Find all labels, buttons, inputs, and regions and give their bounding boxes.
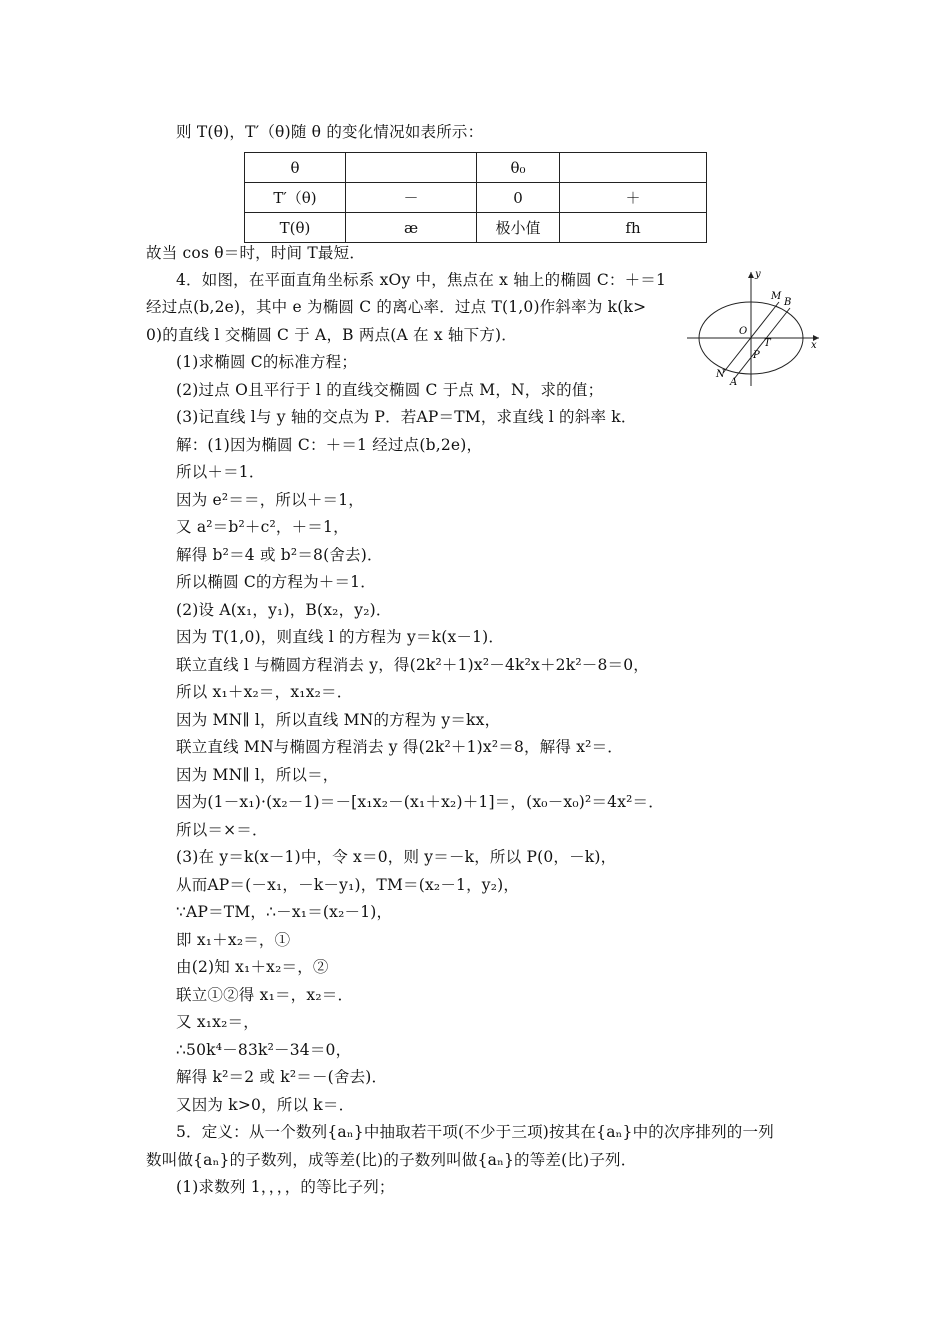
text-line: ∵AP＝TM，∴－x₁＝(x₂－1)， — [176, 903, 393, 921]
figure-label: y — [755, 269, 761, 280]
text-line: 因为 e²＝＝，所以＋＝1， — [176, 491, 364, 509]
text-line: 故当 cos θ＝时，时间 T最短． — [146, 244, 366, 262]
figure-label: P — [753, 350, 760, 361]
table-cell: ＋ — [560, 183, 707, 213]
text-line: 又因为 k>0，所以 k＝． — [176, 1096, 355, 1114]
text-line: 因为(1－x₁)·(x₂－1)＝－[x₁x₂－(x₁＋x₂)＋1]＝，(x₀－x₀)²＝4x²＝． — [176, 793, 664, 811]
table-row — [245, 213, 707, 243]
text-line: 经过点(b,2e)，其中 e 为椭圆 C 的离心率．过点 T(1,0)作斜率为 k(k> — [146, 298, 647, 316]
variation-table — [244, 152, 707, 243]
text-line: 由(2)知 x₁＋x₂＝，② — [176, 958, 329, 976]
text-line: 因为 T(1,0)，则直线 l 的方程为 y＝k(x－1)． — [176, 628, 505, 646]
table-cell: － — [346, 183, 477, 213]
table-cell: T′（θ) — [245, 183, 346, 213]
text-line: (2)过点 O且平行于 l 的直线交椭圆 C 于点 M，N，求的值； — [176, 381, 604, 399]
text-line: 所以＝×＝． — [176, 821, 268, 839]
text-line: 即 x₁＋x₂＝，① — [176, 931, 291, 949]
table-cell: æ — [346, 213, 477, 243]
text-line: 从而AP＝(－x₁，－k－y₁)，TM＝(x₂－1，y₂)， — [176, 876, 520, 894]
ellipse-figure — [683, 268, 823, 388]
intro-line: 则 T(θ)，T′（θ)随 θ 的变化情况如表所示： — [176, 123, 484, 141]
text-line: 因为 MN∥ l，所以＝， — [176, 766, 339, 784]
text-line: (3)在 y＝k(x－1)中，令 x＝0，则 y＝－k，所以 P(0，－k)， — [176, 848, 617, 866]
table-cell: θ₀ — [477, 153, 560, 183]
figure-label: T — [764, 338, 771, 349]
text-line: 所以椭圆 C的方程为＋＝1． — [176, 573, 376, 591]
table-cell: T(θ) — [245, 213, 346, 243]
table-row — [245, 183, 707, 213]
text-line: 解得 k²＝2 或 k²＝－(舍去)． — [176, 1068, 388, 1086]
text-line: 又 a²＝b²＋c²，＋＝1， — [176, 518, 349, 536]
text-line: ∴50k⁴－83k²－34＝0， — [176, 1041, 352, 1059]
figure-label: A — [730, 377, 738, 388]
text-line: 数叫做{aₙ}的子数列，成等差(比)的子数列叫做{aₙ}的等差(比)子列． — [146, 1151, 637, 1169]
text-line: (3)记直线 l与 y 轴的交点为 P．若AP＝TM，求直线 l 的斜率 k． — [176, 408, 637, 426]
figure-label: O — [739, 326, 748, 337]
table-cell: 0 — [477, 183, 560, 213]
table-cell: 极小值 — [477, 213, 560, 243]
table-cell: θ — [245, 153, 346, 183]
text-line: (1)求数列 1，，，，的等比子列； — [176, 1178, 395, 1196]
text-line: 所以 x₁＋x₂＝，x₁x₂＝． — [176, 683, 353, 701]
figure-label: N — [716, 369, 725, 380]
figure-label: M — [771, 291, 782, 302]
text-line: 联立直线 l 与椭圆方程消去 y，得(2k²＋1)x²－4k²x＋2k²－8＝0， — [176, 656, 649, 674]
figure-label: B — [784, 297, 792, 308]
text-line: (2)设 A(x₁，y₁)，B(x₂，y₂)． — [176, 601, 392, 619]
text-line: 又 x₁x₂＝， — [176, 1013, 259, 1031]
text-line: 解：(1)因为椭圆 C：＋＝1 经过点(b,2e)， — [176, 436, 483, 454]
text-line: 联立直线 MN与椭圆方程消去 y 得(2k²＋1)x²＝8，解得 x²＝． — [176, 738, 623, 756]
problem-5-heading: 5．定义：从一个数列{aₙ}中抽取若干项(不少于三项)按其在{aₙ}中的次序排列的一列 — [176, 1123, 774, 1141]
text-line: 解得 b²＝4 或 b²＝8(舍去)． — [176, 546, 383, 564]
text-line: (1)求椭圆 C的标准方程； — [176, 353, 358, 371]
text-line: 0)的直线 l 交椭圆 C 于 A，B 两点(A 在 x 轴下方)． — [146, 326, 517, 344]
table-cell — [560, 153, 707, 183]
table-cell — [346, 153, 477, 183]
text-line: 所以＋＝1． — [176, 463, 265, 481]
y-axis-arrow — [748, 272, 754, 278]
text-line: 联立①②得 x₁＝，x₂＝． — [176, 986, 354, 1004]
text-line: 因为 MN∥ l，所以直线 MN的方程为 y＝kx， — [176, 711, 501, 729]
problem-4-heading: 4．如图，在平面直角坐标系 xOy 中，焦点在 x 轴上的椭圆 C：＋＝1 — [176, 271, 667, 289]
figure-label: x — [811, 340, 817, 351]
table-row — [245, 153, 707, 183]
table-cell: fh — [560, 213, 707, 243]
line-l — [734, 308, 790, 379]
